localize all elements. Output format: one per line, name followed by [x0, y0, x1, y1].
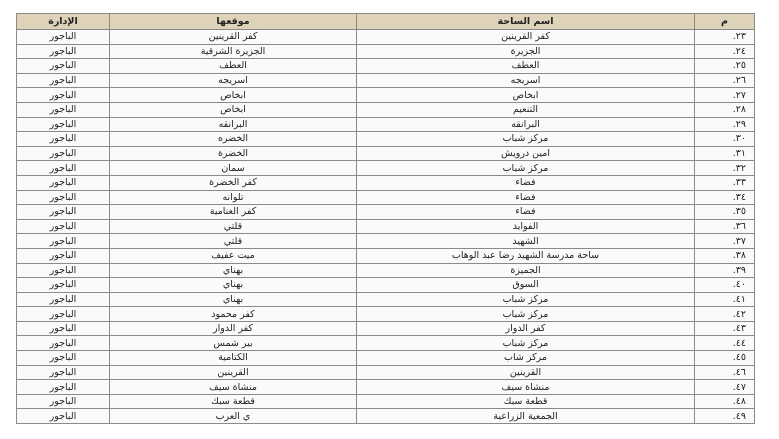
cell-administration: الباجور	[17, 409, 110, 424]
cell-administration: الباجور	[17, 205, 110, 220]
cell-location: سمان	[110, 161, 357, 176]
cell-square-name: كفر القرينين	[357, 30, 695, 45]
cell-square-name: الجميزة	[357, 263, 695, 278]
cell-square-name: الجمعية الزراعية	[357, 409, 695, 424]
cell-administration: الباجور	[17, 394, 110, 409]
table-row	[17, 88, 755, 103]
cell-square-name: التنعيم	[357, 102, 695, 117]
table-row	[17, 248, 755, 263]
cell-square-name: ساحة مدرسة الشهيد رضا عبد الوهاب	[357, 248, 695, 263]
table-row	[17, 365, 755, 380]
cell-number: ٣٣.	[695, 175, 755, 190]
table-row	[17, 190, 755, 205]
cell-location: قطعة سبك	[110, 394, 357, 409]
table-row	[17, 394, 755, 409]
cell-location: قلتي	[110, 219, 357, 234]
cell-location: اسريجه	[110, 73, 357, 88]
cell-square-name: فضاء	[357, 205, 695, 220]
cell-location: الخضرة	[110, 146, 357, 161]
cell-administration: الباجور	[17, 146, 110, 161]
cell-administration: الباجور	[17, 102, 110, 117]
table-row	[17, 59, 755, 74]
table-header-row	[17, 14, 755, 30]
cell-number: ٣٨.	[695, 248, 755, 263]
cell-location: كفر محمود	[110, 307, 357, 322]
cell-location: ابخاص	[110, 88, 357, 103]
table-row	[17, 175, 755, 190]
cell-square-name: مركز شاب	[357, 351, 695, 366]
cell-number: ٣٦.	[695, 219, 755, 234]
cell-number: ٤٢.	[695, 307, 755, 322]
cell-square-name: قطعة سبك	[357, 394, 695, 409]
cell-number: ٢٦.	[695, 73, 755, 88]
cell-square-name: القرينين	[357, 365, 695, 380]
table-row	[17, 278, 755, 293]
cell-location: الكتامية	[110, 351, 357, 366]
cell-number: ٣٤.	[695, 190, 755, 205]
cell-administration: الباجور	[17, 88, 110, 103]
table-row	[17, 263, 755, 278]
cell-number: ٣٩.	[695, 263, 755, 278]
table-row	[17, 292, 755, 307]
cell-administration: الباجور	[17, 351, 110, 366]
cell-square-name: مركز شباب	[357, 161, 695, 176]
cell-number: ٤٦.	[695, 365, 755, 380]
table-row	[17, 307, 755, 322]
cell-location: كفر الخضرة	[110, 175, 357, 190]
cell-location: الجزيرة الشرقية	[110, 44, 357, 59]
cell-number: ٤٠.	[695, 278, 755, 293]
cell-number: ٤٧.	[695, 380, 755, 395]
cell-location: كفر الدوار	[110, 321, 357, 336]
cell-square-name: الفوايد	[357, 219, 695, 234]
table-row	[17, 73, 755, 88]
cell-square-name: فضاء	[357, 190, 695, 205]
cell-square-name: البرانقه	[357, 117, 695, 132]
cell-square-name: العطف	[357, 59, 695, 74]
header-square-name: اسم الساحة	[357, 14, 695, 30]
cell-administration: الباجور	[17, 307, 110, 322]
table-row	[17, 409, 755, 424]
cell-location: البرانقه	[110, 117, 357, 132]
cell-administration: الباجور	[17, 132, 110, 147]
cell-location: بير شمس	[110, 336, 357, 351]
cell-number: ٢٩.	[695, 117, 755, 132]
header-administration: الإدارة	[17, 14, 110, 30]
cell-square-name: مركز شباب	[357, 132, 695, 147]
squares-table	[16, 13, 755, 424]
cell-administration: الباجور	[17, 219, 110, 234]
table-row	[17, 234, 755, 249]
cell-square-name: ابخاص	[357, 88, 695, 103]
cell-square-name: امين درويش	[357, 146, 695, 161]
cell-number: ٤٨.	[695, 394, 755, 409]
cell-location: كفر الغنامية	[110, 205, 357, 220]
cell-square-name: مركز شباب	[357, 336, 695, 351]
cell-administration: الباجور	[17, 234, 110, 249]
cell-administration: الباجور	[17, 263, 110, 278]
cell-location: بهناي	[110, 292, 357, 307]
cell-location: ابخاص	[110, 102, 357, 117]
table-row	[17, 117, 755, 132]
cell-location: كفر القرينين	[110, 30, 357, 45]
cell-administration: الباجور	[17, 278, 110, 293]
cell-administration: الباجور	[17, 365, 110, 380]
table-row	[17, 30, 755, 45]
cell-square-name: كفر الدوار	[357, 321, 695, 336]
cell-administration: الباجور	[17, 73, 110, 88]
cell-administration: الباجور	[17, 161, 110, 176]
cell-number: ٢٥.	[695, 59, 755, 74]
table-row	[17, 351, 755, 366]
header-location: موقعها	[110, 14, 357, 30]
header-number: م	[695, 14, 755, 30]
table-body	[17, 30, 755, 424]
cell-location: ميت عفيف	[110, 248, 357, 263]
cell-location: العطف	[110, 59, 357, 74]
cell-number: ٣١.	[695, 146, 755, 161]
cell-location: القرينين	[110, 365, 357, 380]
cell-location: الخضره	[110, 132, 357, 147]
cell-administration: الباجور	[17, 380, 110, 395]
cell-location: منشاة سيف	[110, 380, 357, 395]
table-row	[17, 102, 755, 117]
cell-location: قلتي	[110, 234, 357, 249]
table-row	[17, 219, 755, 234]
cell-number: ٣٧.	[695, 234, 755, 249]
cell-square-name: اسريجه	[357, 73, 695, 88]
cell-square-name: منشاة سيف	[357, 380, 695, 395]
table-row	[17, 321, 755, 336]
cell-location: ي العرب	[110, 409, 357, 424]
cell-administration: الباجور	[17, 321, 110, 336]
cell-square-name: السوق	[357, 278, 695, 293]
table-row	[17, 336, 755, 351]
cell-number: ٤١.	[695, 292, 755, 307]
cell-number: ٣٠.	[695, 132, 755, 147]
cell-administration: الباجور	[17, 175, 110, 190]
cell-number: ٤٩.	[695, 409, 755, 424]
cell-administration: الباجور	[17, 117, 110, 132]
table-row	[17, 146, 755, 161]
cell-square-name: الشهيد	[357, 234, 695, 249]
cell-administration: الباجور	[17, 59, 110, 74]
cell-number: ٤٣.	[695, 321, 755, 336]
cell-location: بهناي	[110, 278, 357, 293]
cell-square-name: فضاء	[357, 175, 695, 190]
table-row	[17, 380, 755, 395]
cell-number: ٢٤.	[695, 44, 755, 59]
cell-administration: الباجور	[17, 248, 110, 263]
cell-administration: الباجور	[17, 292, 110, 307]
cell-number: ٢٨.	[695, 102, 755, 117]
cell-number: ٤٥.	[695, 351, 755, 366]
table-row	[17, 132, 755, 147]
cell-number: ٣٥.	[695, 205, 755, 220]
table-row	[17, 161, 755, 176]
cell-number: ٢٣.	[695, 30, 755, 45]
cell-administration: الباجور	[17, 30, 110, 45]
document-page	[16, 13, 754, 424]
cell-administration: الباجور	[17, 44, 110, 59]
cell-square-name: مركز شباب	[357, 292, 695, 307]
cell-square-name: الجزيرة	[357, 44, 695, 59]
cell-administration: الباجور	[17, 336, 110, 351]
cell-location: بهناي	[110, 263, 357, 278]
cell-square-name: مركز شباب	[357, 307, 695, 322]
table-row	[17, 205, 755, 220]
cell-number: ٢٧.	[695, 88, 755, 103]
cell-administration: الباجور	[17, 190, 110, 205]
table-row	[17, 44, 755, 59]
cell-number: ٣٢.	[695, 161, 755, 176]
cell-location: تلوانه	[110, 190, 357, 205]
cell-number: ٤٤.	[695, 336, 755, 351]
